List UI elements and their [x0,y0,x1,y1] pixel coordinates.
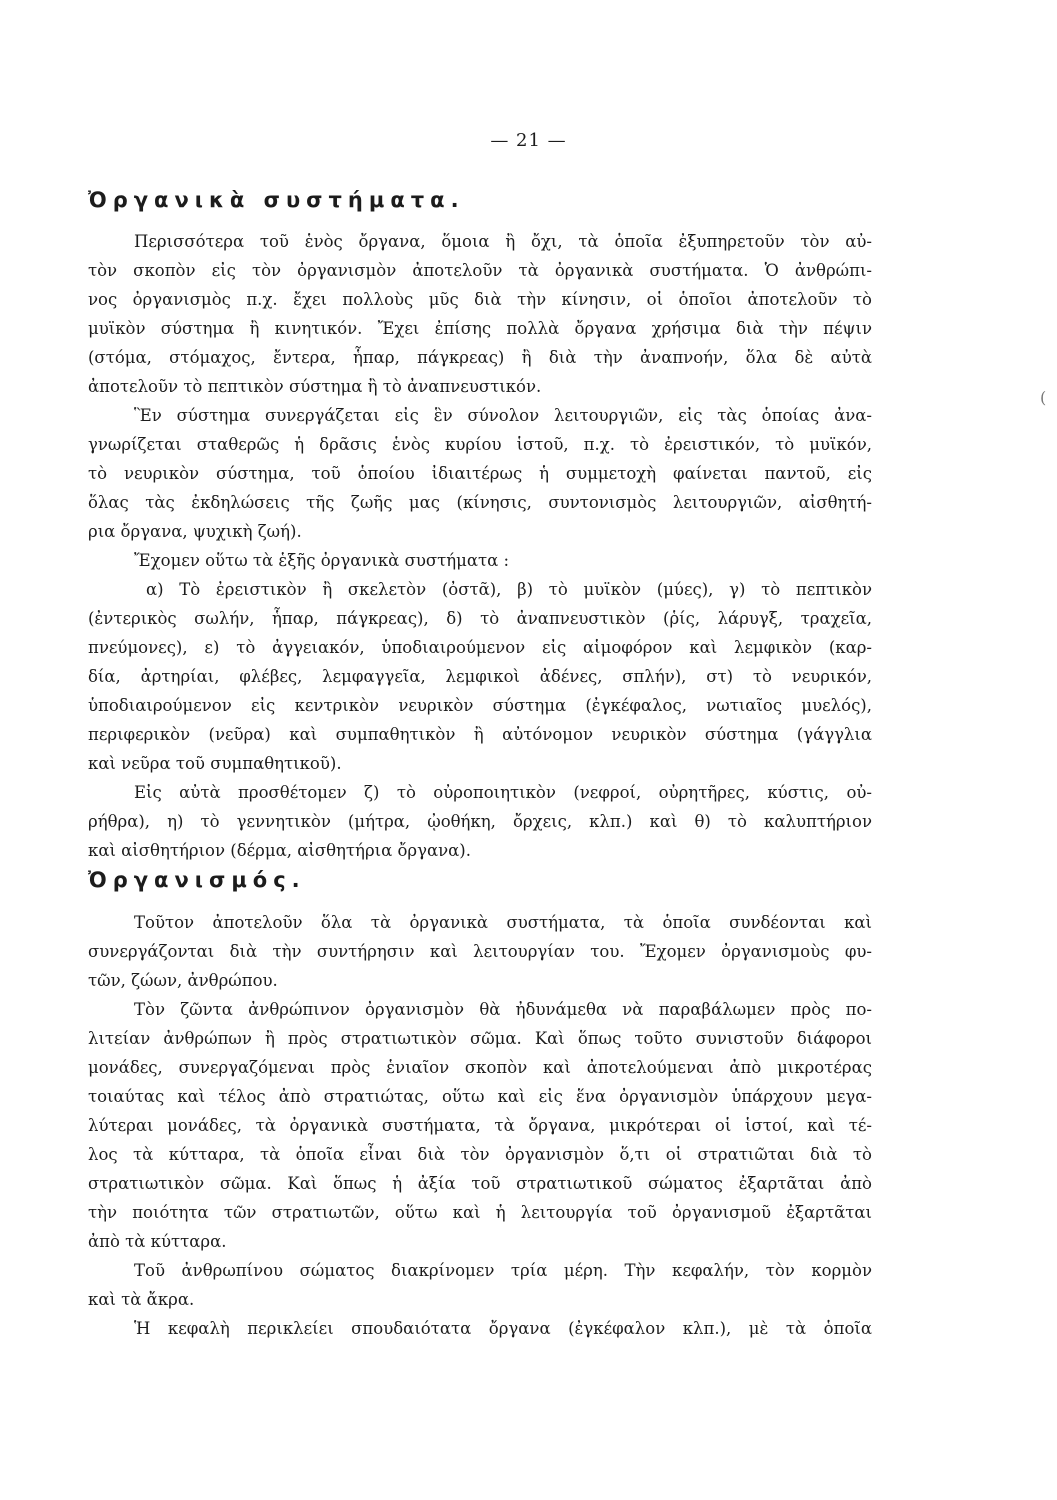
text-line: μυϊκὸν σύστημα ἢ κινητικόν. Ἔχει ἐπίσης πολλὰ ὄργανα χρήσιμα διὰ τὴν πέψιν [88,319,872,338]
text-line: (ἐντερικὸς σωλήν, ἧπαρ, πάγκρεας), δ) τὸ ἀναπνευστικὸν (ῥίς, λάρυγξ, τραχεῖα, [88,609,872,628]
text-line: λύτεραι μονάδες, τὰ ὀργανικὰ συστήματα, τὰ ὄργανα, μικρότεραι οἱ ἱστοί, καὶ τέ- [88,1116,872,1135]
text-line: λιτείαν ἀνθρώπων ἢ πρὸς στρατιωτικὸν σῶμα. Καὶ ὅπως τοῦτο συνιστοῦν διάφοροι [88,1029,872,1048]
text-line: τῶν, ζώων, ἀνθρώπου. [88,971,278,990]
text-line: καὶ τὰ ἄκρα. [88,1290,195,1309]
text-line: καὶ αἰσθητήριον (δέρμα, αἰσθητήρια ὄργανα). [88,841,471,860]
text-line: νος ὀργανισμὸς π.χ. ἔχει πολλοὺς μῦς διὰ τὴν κίνησιν, οἱ ὁποῖοι ἀποτελοῦν τὸ [88,290,872,309]
text-line: τὸ νευρικὸν σύστημα, τοῦ ὁποίου ἰδιαιτέρως ἡ συμμετοχὴ φαίνεται παντοῦ, εἰς [88,464,872,483]
text-line: γνωρίζεται σταθερῶς ἡ δρᾶσις ἑνὸς κυρίου ἱστοῦ, π.χ. τὸ ἐρειστικόν, τὸ μυϊκόν, [88,435,872,454]
text-line: καὶ νεῦρα τοῦ συμπαθητικοῦ). [88,754,342,773]
text-line: Τὸν ζῶντα ἀνθρώπινον ὀργανισμὸν θὰ ἠδυνάμεθα νὰ παραβάλωμεν πρὸς πο- [134,1000,872,1019]
text-line: Εἰς αὐτὰ προσθέτομεν ζ) τὸ οὐροποιητικὸν (νεφροί, οὐρητῆρες, κύστις, οὐ- [134,783,872,802]
text-line: ὅλας τὰς ἐκδηλώσεις τῆς ζωῆς μας (κίνησις, συντονισμὸς λειτουργιῶν, αἰσθητή- [88,493,872,512]
text-line: Τοῦτον ἀποτελοῦν ὅλα τὰ ὀργανικὰ συστήματα, τὰ ὁποῖα συνδέονται καὶ [134,913,872,932]
text-line: Ἡ κεφαλὴ περικλείει σπουδαιότατα ὄργανα (ἐγκέφαλον κλπ.), μὲ τὰ ὁποῖα [134,1319,872,1338]
text-line: συνεργάζονται διὰ τὴν συντήρησιν καὶ λειτουργίαν του. Ἔχομεν ὀργανισμοὺς φυ- [88,942,872,961]
page-number: — 21 — [490,130,567,151]
text-line: ὑποδιαιρούμενον εἰς κεντρικὸν νευρικὸν σύστημα (ἐγκέφαλος, νωτιαῖος μυελός), [88,696,872,715]
section-body-organism [88,908,872,1343]
text-line: Περισσότερα τοῦ ἑνὸς ὄργανα, ὅμοια ἢ ὄχι, τὰ ὁποῖα ἐξυπηρετοῦν τὸν αὐ- [134,232,872,251]
text-line: ρια ὄργανα, ψυχικὴ ζωή). [88,522,302,541]
section-heading-organism: Ὀργανισμός. [88,868,306,892]
text-line: Ἔχομεν οὕτω τὰ ἑξῆς ὀργανικὰ συστήματα : [134,551,510,570]
text-line: α) Τὸ ἐρειστικὸν ἢ σκελετὸν (ὀστᾶ), β) τὸ μυϊκὸν (μύες), γ) τὸ πεπτικὸν [146,580,872,599]
text-line: ρήθρα), η) τὸ γεννητικὸν (μήτρα, ᾠοθήκη, ὄρχεις, κλπ.) καὶ θ) τὸ καλυπτήριον [88,812,872,831]
text-line: λος τὰ κύτταρα, τὰ ὁποῖα εἶναι διὰ τὸν ὀργανισμὸν ὅ,τι οἱ στρατιῶται διὰ τὸ [88,1145,872,1164]
margin-mark: ( [1040,388,1047,407]
text-line: πνεύμονες), ε) τὸ ἀγγειακόν, ὑποδιαιρούμενον εἰς αἱμοφόρον καὶ λεμφικὸν (καρ- [88,638,872,657]
text-line: Τοῦ ἀνθρωπίνου σώματος διακρίνομεν τρία μέρη. Τὴν κεφαλήν, τὸν κορμὸν [134,1261,872,1280]
text-line: δία, ἀρτηρίαι, φλέβες, λεμφαγγεῖα, λεμφικοὶ ἀδένες, σπλήν), στ) τὸ νευρικόν, [88,667,872,686]
text-line: τὸν σκοπὸν εἰς τὸν ὀργανισμὸν ἀποτελοῦν τὰ ὀργανικὰ συστήματα. Ὁ ἀνθρώπι- [88,261,872,280]
text-line: στρατιωτικὸν σῶμα. Καὶ ὅπως ἡ ἀξία τοῦ στρατιωτικοῦ σώματος ἐξαρτᾶται ἀπὸ [88,1174,872,1193]
text-line: περιφερικὸν (νεῦρα) καὶ συμπαθητικὸν ἢ αὐτόνομον νευρικὸν σύστημα (γάγγλια [88,725,872,744]
text-line: ἀπὸ τὰ κύτταρα. [88,1232,227,1251]
text-line: μονάδες, συνεργαζόμεναι πρὸς ἑνιαῖον σκοπὸν καὶ ἀποτελούμεναι ἀπὸ μικροτέρας [88,1058,872,1077]
text-line: (στόμα, στόμαχος, ἔντερα, ἧπαρ, πάγκρεας) ἢ διὰ τὴν ἀναπνοήν, ὅλα δὲ αὐτὰ [88,348,872,367]
text-line: τὴν ποιότητα τῶν στρατιωτῶν, οὕτω καὶ ἡ λειτουργία τοῦ ὀργανισμοῦ ἐξαρτᾶται [88,1203,872,1222]
text-line: ἀποτελοῦν τὸ πεπτικὸν σύστημα ἢ τὸ ἀναπνευστικόν. [88,377,542,396]
text-line: Ἓν σύστημα συνεργάζεται εἰς ἓν σύνολον λειτουργιῶν, εἰς τὰς ὁποίας ἀνα- [134,406,872,425]
section-body-organic-systems [88,227,872,865]
section-heading-organic-systems: Ὀργανικὰ συστήματα. [88,188,465,212]
text-line: τοιαύτας καὶ τέλος ἀπὸ στρατιώτας, οὕτω καὶ εἰς ἕνα ὀργανισμὸν ὑπάρχουν μεγα- [88,1087,872,1106]
